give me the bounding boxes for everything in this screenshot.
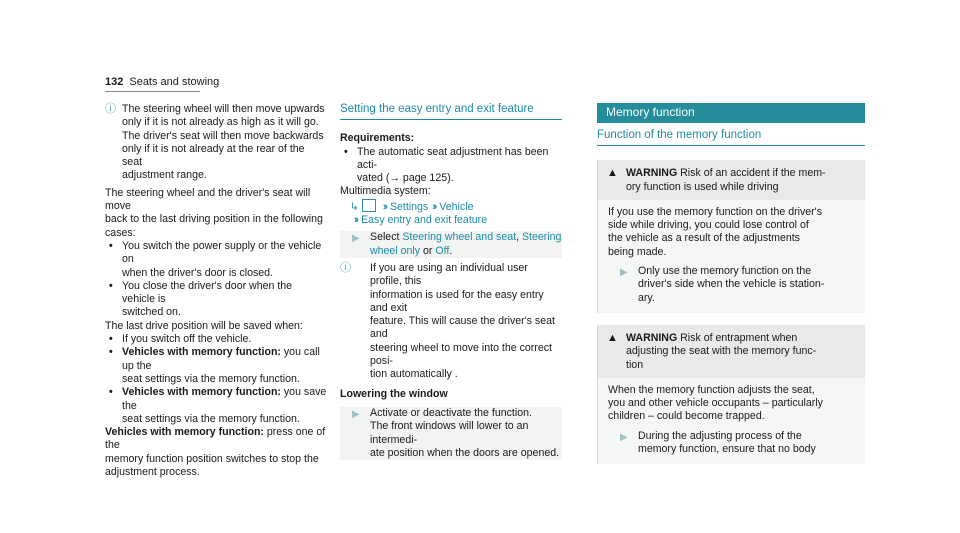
step-arrow-icon: ▶ <box>620 267 628 279</box>
warning-icon: ▲ <box>607 167 618 180</box>
info-icon: ⓘ <box>340 261 351 274</box>
list-item: • Vehicles with memory function: you save the seat settings via the memory function. <box>109 386 327 425</box>
section-title: Setting the easy entry and exit feature <box>340 103 562 120</box>
bullet-dot-icon: • <box>109 279 113 292</box>
arrow-hook-icon: ↳ <box>350 200 359 213</box>
bullet-list <box>105 240 327 320</box>
home-icon <box>362 199 376 212</box>
list-item: • You close the driver's door when the vehicle is switched on. <box>109 279 293 319</box>
chevron-right-icon: ›› <box>354 214 358 227</box>
menu-path: ↳ ›› Settings ›› Vehicle ›› Easy entry and exit feature <box>350 200 488 227</box>
section-name: Seats and stowing <box>129 76 220 88</box>
warning-body: If you use the memory function on the driver's side while driving, you could lose control of the vehicle as a result of the adjustments being made. ▶ Only use the memory function on the driver's side when the vehicle is station- ary. <box>598 200 865 313</box>
section-title: Function of the memory function <box>597 129 865 146</box>
warning-header: ▲ WARNING Risk of entrapment when adjusting the seat with the memory func- tion <box>598 325 865 378</box>
page-header <box>105 76 219 89</box>
subsection-title: Lowering the window <box>340 387 448 400</box>
step-arrow-icon: ▶ <box>620 431 628 443</box>
warning-header: ▲ WARNING Risk of an accident if the mem- ory function is used while driving <box>598 160 865 200</box>
instruction-step: ▶ Only use the memory function on the driver's side when the vehicle is station- ary. <box>620 265 825 304</box>
list-item: • You switch the power supply or the vehicle on when the driver's door is closed. <box>109 239 322 279</box>
requirements-label: Requirements: <box>340 132 415 145</box>
instruction-step: ▶ During the adjusting process of the memory function, ensure that no body <box>620 429 816 456</box>
note-block: ⓘ If you are using an individual user profile, this information is used for the easy entry and exit feature. This will cause the driver's seat and steering wheel to move into the correct posi- tion automatically . <box>340 261 555 381</box>
warning-icon: ▲ <box>607 331 618 344</box>
chevron-right-icon: ›› <box>432 200 436 213</box>
paragraph: Vehicles with memory function: press one of the memory function position switches to stop the adjustment process. <box>105 426 326 479</box>
bullet-dot-icon: • <box>109 386 113 399</box>
step-arrow-icon: ▶ <box>352 408 360 420</box>
instruction-step: ▶ Select Steering wheel and seat, Steering wheel only or Off. <box>340 231 562 258</box>
bullet-dot-icon: • <box>344 145 348 158</box>
warning-box <box>597 325 865 464</box>
list-item: • The automatic seat adjustment has been acti- vated (→ page 125). <box>344 145 549 185</box>
page-number: 132 <box>105 76 124 88</box>
step-arrow-icon: ▶ <box>352 233 360 245</box>
warning-box <box>597 160 865 313</box>
bullet-list <box>340 146 562 186</box>
bullet-list <box>105 333 327 426</box>
bullet-dot-icon: • <box>109 346 113 359</box>
section-banner: Memory function <box>597 103 865 123</box>
column-left <box>105 103 327 479</box>
instruction-step: ▶ Activate or deactivate the function. The front windows will lower to an intermedi- ate position when the doors are opened. <box>340 407 562 460</box>
note-block: ⓘ The steering wheel will then move upwards only if it is not already as high as it will go. The driver's seat will then move backwards only if it is not already at the rear of the seat adjustment range. <box>105 103 325 182</box>
header-rule <box>105 91 200 92</box>
info-icon: ⓘ <box>105 103 116 115</box>
list-item: • If you switch off the vehicle. <box>109 333 252 346</box>
column-middle <box>340 103 562 460</box>
paragraph: The last drive position will be saved when: <box>105 319 303 332</box>
column-right <box>597 103 865 464</box>
paragraph: Multimedia system: <box>340 185 431 198</box>
paragraph: The steering wheel and the driver's seat will move back to the last driving position in the following cases: <box>105 186 323 239</box>
bullet-dot-icon: • <box>109 333 113 346</box>
warning-body: When the memory function adjusts the seat, you and other vehicle occupants – particularly children – could become trapped. ▶ During the adjusting process of the memory function, ensure that no body <box>598 378 865 464</box>
chevron-right-icon: ›› <box>382 200 386 213</box>
list-item: • Vehicles with memory function: you call up the seat settings via the memory function. <box>109 346 320 385</box>
bullet-dot-icon: • <box>109 239 113 252</box>
